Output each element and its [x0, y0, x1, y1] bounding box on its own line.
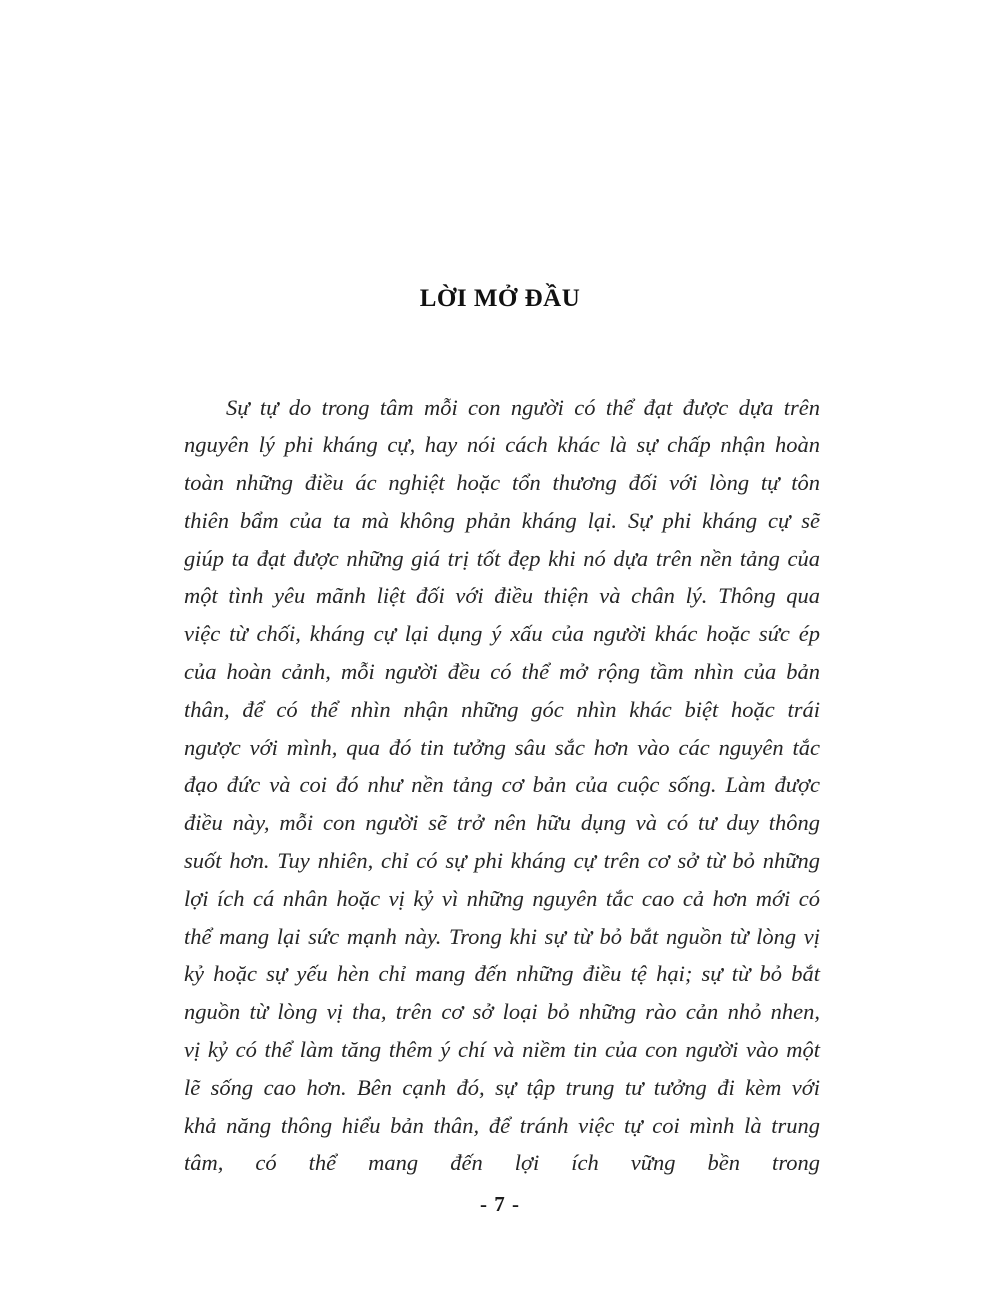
body-paragraph: Sự tự do trong tâm mỗi con người có thể đạt được dựa trên nguyên lý phi kháng cự, hay nói cách khác là sự chấp nhận hoàn toàn những điều ác nghiệt hoặc tổn thương đối với lòng tự tôn thiên bẩm của ta mà không phản kháng lại. Sự phi kháng cự sẽ giúp ta đạt được những giá trị tốt đẹp khi nó dựa trên nền tảng của một tình yêu mãnh liệt đối với điều thiện và chân lý. Thông qua việc từ chối, kháng cự lại dụng ý xấu của người khác hoặc sức ép của hoàn cảnh, mỗi người đều có thể mở rộng tầm nhìn của bản thân, để có thể nhìn nhận những góc nhìn khác biệt hoặc trái ngược với mình, qua đó tin tưởng sâu sắc hơn vào các nguyên tắc đạo đức và coi đó như nền tảng cơ bản của cuộc sống. Làm được điều này, mỗi con người sẽ trở nên hữu dụng và có tư duy thông suốt hơn. Tuy nhiên, chỉ có sự phi kháng cự trên cơ sở từ bỏ những lợi ích cá nhân hoặc vị kỷ vì những nguyên tắc cao cả hơn mới có thể mang lại sức mạnh này. Trong khi sự từ bỏ bắt nguồn từ lòng vị kỷ hoặc sự yếu hèn chỉ mang đến những điều tệ hại; sự từ bỏ bắt nguồn từ lòng vị tha, trên cơ sở loại bỏ những rào cản nhỏ nhen, vị kỷ có thể làm tăng thêm ý chí và niềm tin của con người vào một lẽ sống cao hơn. Bên cạnh đó, sự tập trung tư tưởng đi kèm với khả năng thông hiểu bản thân, để tránh việc tự coi mình là trung tâm, có thể mang đến lợi ích vững bền trong: [184, 394, 820, 1176]
chapter-title: LỜI MỞ ĐẦU: [419, 284, 581, 312]
page-number: - 7 -: [480, 1192, 520, 1216]
